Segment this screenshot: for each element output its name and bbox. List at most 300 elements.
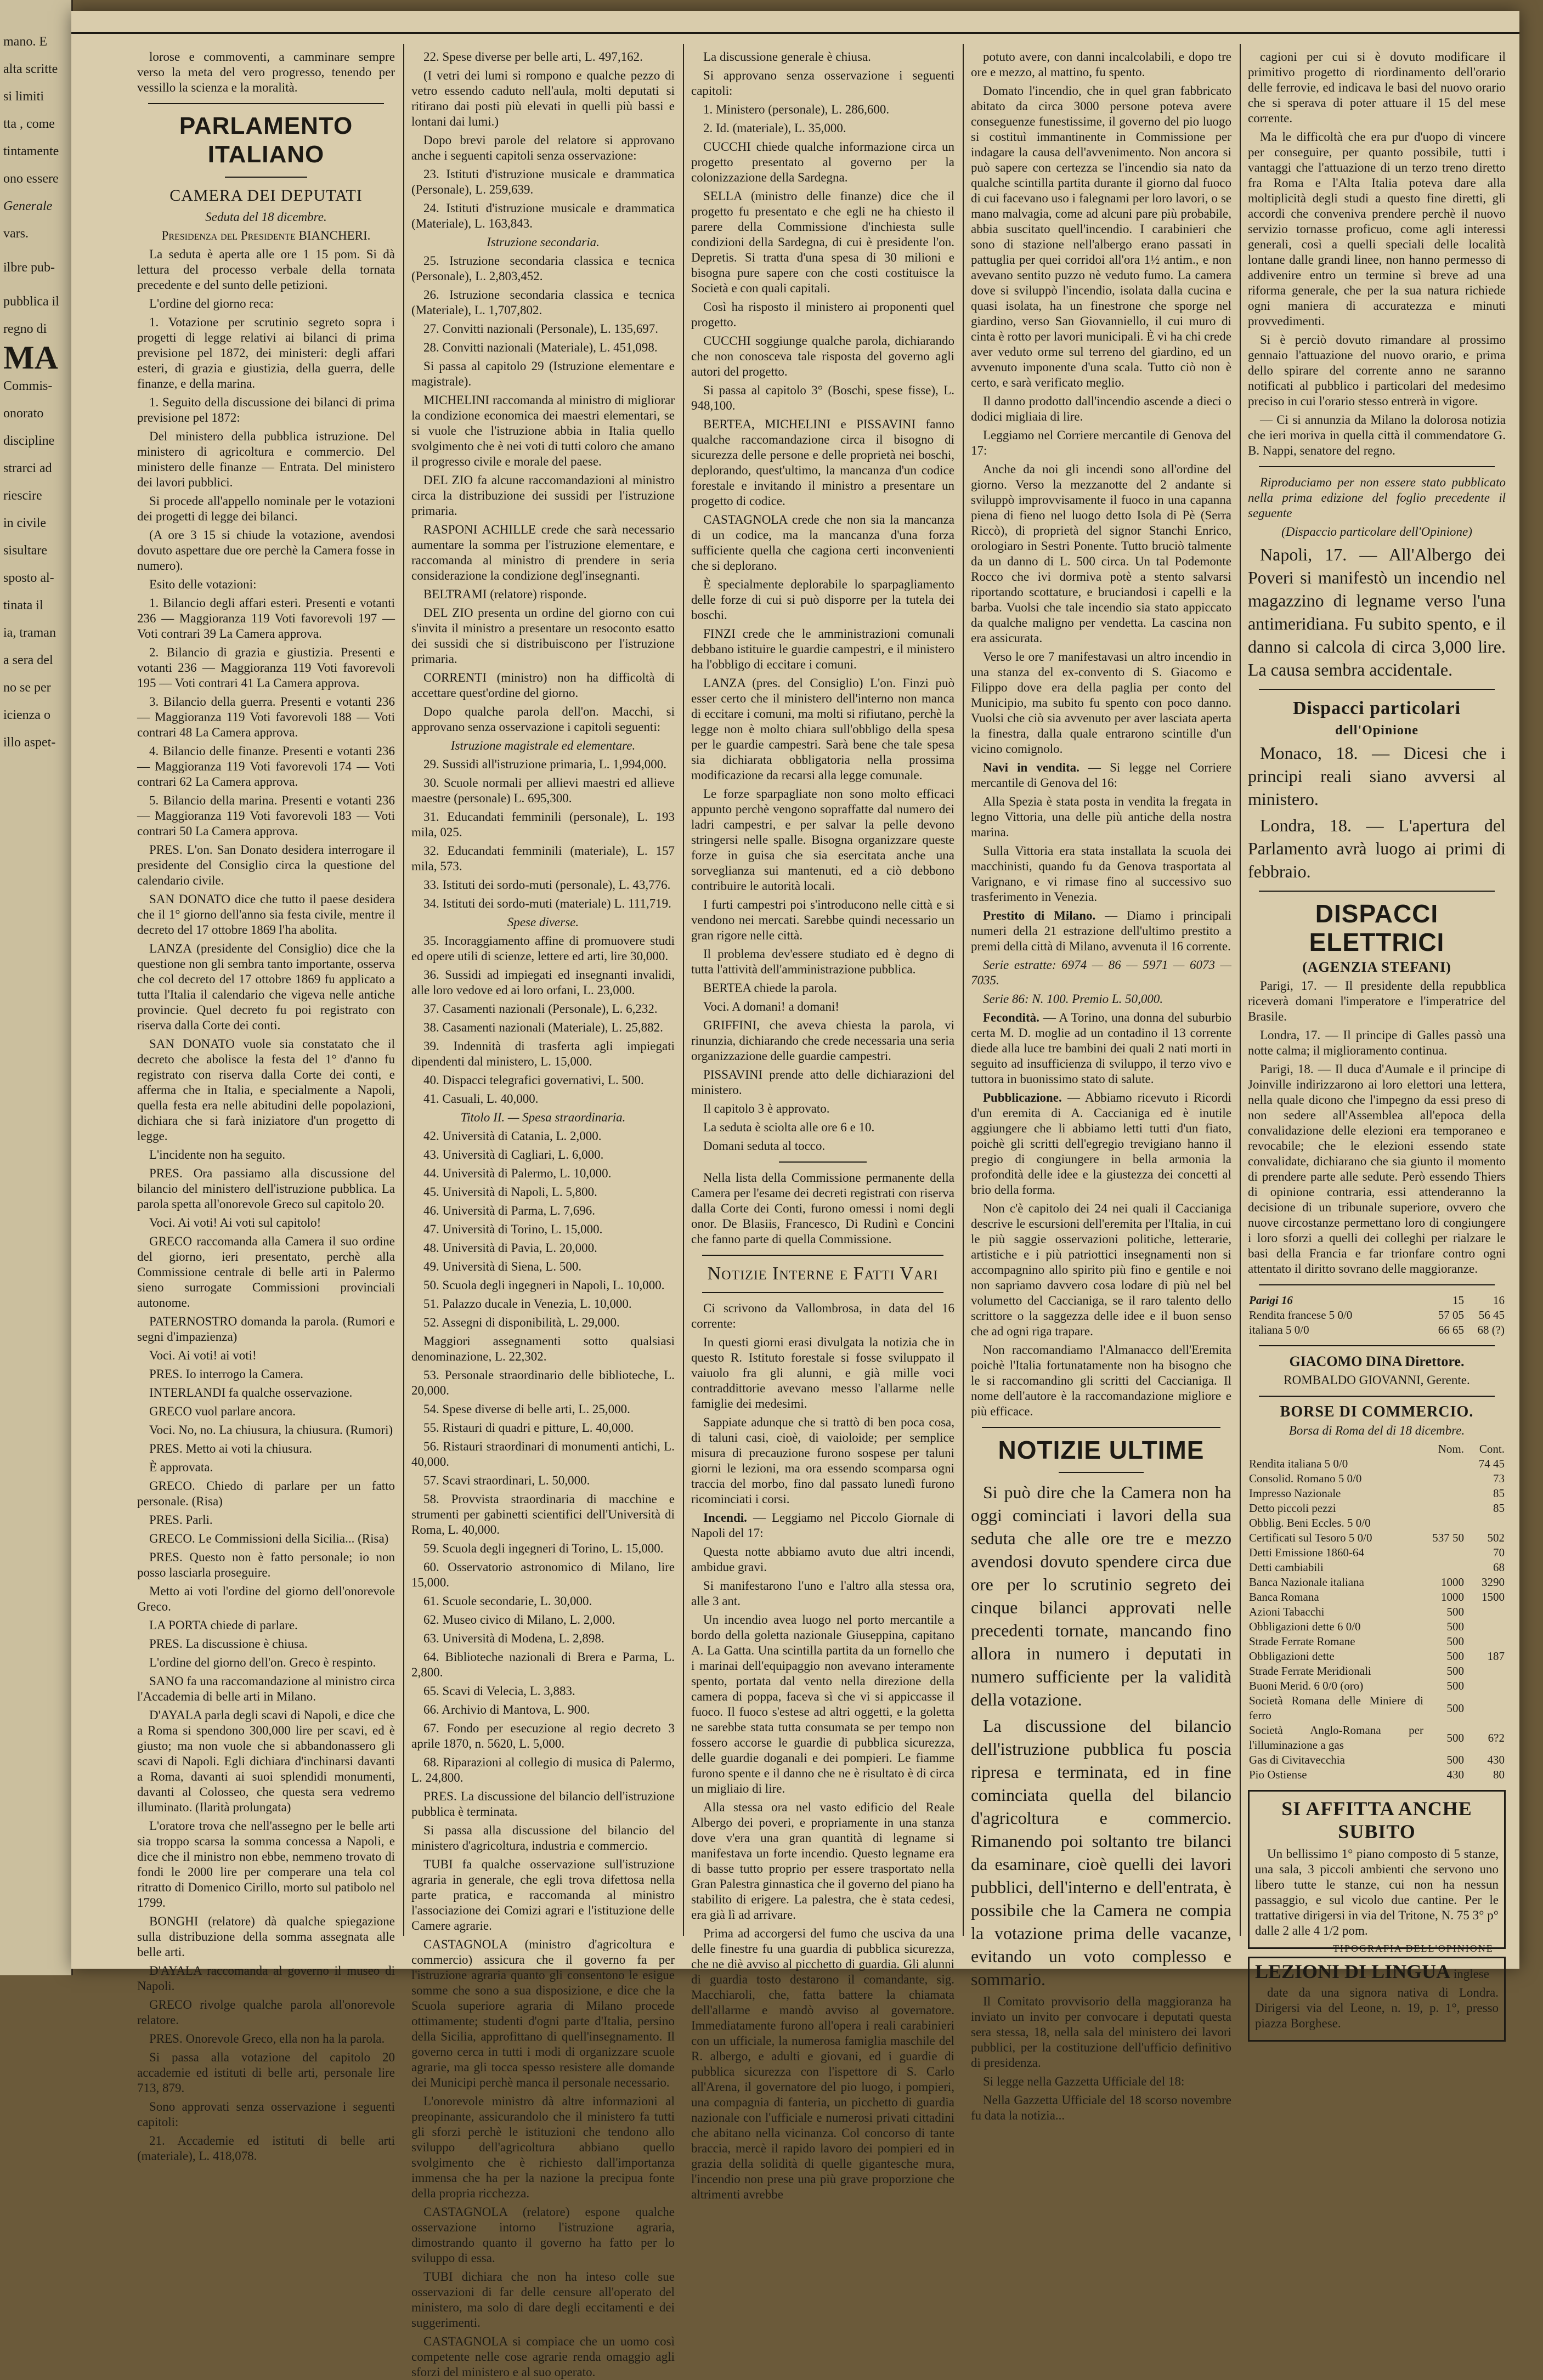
table-cell: Obbligazioni dette 6 0/0 [1249,1620,1361,1633]
paragraph: Si passa alla discussione del bilancio del ministero d'agricoltura, industria e commercio. [411,1823,675,1852]
gerente-name: ROMBALDO GIOVANNI, Gerente. [1284,1373,1470,1387]
paragraph: Metto ai voti l'ordine del giorno dell'onorevole Greco. [137,1584,395,1613]
budget-item: 40. Dispacci telegrafici governativi, L. 500. [423,1073,644,1087]
budget-item: 48. Università di Pavia, L. 20,000. [423,1241,597,1255]
paragraph: Il danno prodotto dall'incendio ascende a dieci o dodici migliaia di lire. [971,394,1231,423]
prev-line: strarci ad [3,461,52,475]
section-subhead: Istruzione secondaria. [487,235,600,249]
prev-line: tinata il [3,598,43,613]
paragraph: INTERLANDI fa qualche osservazione. [149,1386,353,1399]
table-cell: Obblig. Beni Eccles. 5 0/0 [1249,1516,1371,1529]
column-rule [1240,44,1241,1936]
paragraph: PRES. Questo non è fatto personale; io non posso lasciarla proseguire. [137,1550,395,1579]
prev-line: pubblica il [3,294,59,309]
paragraph: Londra, 17. — Il principe di Galles passò una notte calma; il miglioramento continua. [1248,1028,1506,1057]
paragraph: PRES. Io interrogo la Camera. [149,1367,304,1381]
table-cell [1465,1619,1506,1634]
prev-line: ia, traman [3,626,56,640]
paragraph: (A ore 3 15 si chiude la votazione, avendosi dovuto aspettare due ore perchè la Camera fosse in numero). [137,528,395,573]
prev-line: sposto al- [3,571,54,585]
table-cell: Banca Nazionale italiana [1249,1576,1364,1589]
paragraph: Leggiamo nel Corriere mercantile di Genova del 17: [971,428,1231,457]
budget-item: 58. Provvista straordinaria di macchine e strumenti per gabinetti scientifici dell'Università di Roma, L. 40,000. [411,1492,675,1537]
section-subhead: Titolo II. — Spesa straordinaria. [460,1110,626,1124]
prev-line: onorato [3,406,44,421]
paragraph: Si passa alla votazione del capitolo 20 accademie ed istituti di belle arti, personale lire 713, 879. [137,2050,395,2095]
table-cell: 187 [1487,1650,1505,1663]
table-cell: 1000 [1441,1576,1464,1589]
paragraph: DEL ZIO presenta un ordine del giorno con cui s'invita il ministro a presentare un resoconto esatto dei sussidi che si distribuiscono per l'istruzione primaria. [411,606,675,666]
paragraph: Così ha risposto il ministero ai proponenti quel progetto. [691,300,954,329]
column-rule [683,44,684,1936]
paragraph: Ci scrivono da Vallombrosa, in data del 16 corrente: [691,1301,954,1330]
lead-word: Pubblicazione. [983,1091,1062,1104]
paragraph: PRES. La discussione è chiusa. [149,1637,308,1651]
ad-text: date da una signora nativa di Londra. Dirigersi via del Leone, n. 19, p. 1°, presso piazza Borghese. [1255,1986,1499,2030]
paragraph: La seduta è sciolta alle ore 6 e 10. [703,1120,875,1134]
budget-item: 26. Istruzione secondaria classica e tecnica (Materiale), L. 1,707,802. [411,288,675,317]
budget-item: 67. Fondo per esecuzione al regio decreto 3 aprile 1870, n. 5620, L. 5,000. [411,1721,675,1750]
section-banner-sub: (AGENZIA STEFANI) [1302,959,1451,975]
prev-line: vars. [3,226,29,241]
table-cell: 500 [1446,1701,1464,1715]
paragraph: 21. Accademie ed istituti di belle arti (materiale), L. 418,078. [137,2134,395,2163]
paragraph: Si legge nella Gazzetta Ufficiale del 18: [983,2075,1185,2088]
budget-item: 34. Istituti dei sordo-muti (materiale) L. 111,719. [423,897,671,910]
table-row [1248,1323,1506,1338]
table-cell: 73 [1493,1472,1505,1485]
paragraph: cagioni per cui si è dovuto modificare il primitivo progetto di riordinamento dell'orario delle ferrovie, ed indicava le basi del nuovo orario che si sperava di poter attuare il 15 del mese corrente. [1248,50,1506,125]
budget-item: 62. Museo civico di Milano, L. 2,000. [423,1613,615,1627]
paragraph: Alla Spezia è stata posta in vendita la fregata in legno Vittoria, una delle più antiche della nostra marina. [971,795,1231,839]
budget-item: 53. Personale straordinario delle biblioteche, L. 20,000. [411,1368,675,1397]
section-subhead: Spese diverse. [507,915,579,929]
budget-item: 35. Incoraggiamento affine di promuovere studi ed opere utili di scienze, lettere ed arti, lire 30,000. [411,934,675,963]
prev-line: alta scritte [3,62,58,76]
paragraph: 1. Ministero (personale), L. 286,600. [703,103,890,116]
advertisement-lezioni [1248,1957,1506,2042]
paragraph: L'onorevole ministro dà altre informazioni al preopinante, assicurandolo che il ministero fa tutti gli sforzi perchè le istituzioni che tendono allo sviluppo dell'agricoltura abbiano quello svolgimento che è richiesto dall'importanza immensa che ha per la nazione la precipua fonte della propria ricchezza. [411,2094,675,2200]
paragraph: 1. Votazione per scrutinio segreto sopra i progetti di legge relativi ai bilanci di prima previsione pel 1872, dei ministeri: degli affari esteri, di grazia e giustizia, della guerra, delle finanze, e della marina. [137,315,395,390]
paragraph: SELLA (ministro delle finanze) dice che il progetto fu presentato e che egli ne ha chiesto il parere della Commissione d'inchiesta sulle condizioni della Sardegna, di cui è presidente l'on. Depretis. Si tratta d'una spesa di 30 milioni e bisogna pure sapere con che costi costituisce la Società e con quali capitali. [691,189,954,295]
paragraph: PATERNOSTRO domanda la parola. (Rumori e segni d'impazienza) [137,1314,395,1344]
budget-item: 43. Università di Cagliari, L. 6,000. [423,1148,604,1161]
table-cell: Impresso Nazionale [1249,1487,1341,1500]
paragraph: CASTAGNOLA (ministro d'agricoltura e commercio) assicura che il governo fa per l'istruzione agraria quanto gli consentono le esigue somme che sono a sua disposizione, e dice che la Scuola superiore agraria di Milano procede ottimamente; studenti d'ogni parte d'Italia, persino della Sicilia, approfittano di quell'insegnamento. Il governo cerca in tutti i modi di organizzare scuole agrarie, ma gli tocca spesso resistere alle domande dei Municipi perchè manca il personale necessario. [411,1937,675,2089]
paragraph: PISSAVINI prende atto delle dichiarazioni del ministero. [691,1068,954,1097]
paragraph: LANZA (pres. del Consiglio) L'on. Finzi può esser certo che il ministero dell'interno non manca di eccitare i comuni, ma molti si rifiutano, perchè la legge non è molto chiara sull'obbligo della spesa per le guardie campestri. Sarà bene che tale spesa sia dichiarata obbligatoria nella prossima modificazione da recarsi alla legge comunale. [691,676,954,782]
table-cell: 6?2 [1488,1731,1505,1744]
table-cell: 430 [1487,1753,1505,1766]
table-cell [1425,1457,1465,1471]
table-row [1248,1590,1506,1605]
lead-word: Prestito di Milano. [983,909,1096,922]
divider [702,1292,943,1293]
paragraph: 2. Id. (materiale), L. 35,000. [703,121,846,135]
table-row [1248,1471,1506,1486]
paragraph: PRES. L'on. San Donato desidera interrogare il presidente del Consiglio circa la questione del calendario civile. [137,843,395,887]
budget-item: 61. Scuole secondarie, L. 30,000. [423,1594,592,1608]
paragraph: Sappiate adunque che si trattò di ben poca cosa, di taluni casi, cioè, di vaioloide; per semplice misura di precauzione furono sospese per taluni giorni le lezioni, ma ora essendo scomparsa ogni traccia del morbo, fino dal passato lunedì furono ricominciati i corsi. [691,1415,954,1506]
paragraph: GRECO rivolge qualche parola all'onorevole relatore. [137,1998,395,2027]
budget-item: 41. Casuali, L. 40,000. [423,1092,539,1106]
budget-item: 56. Ristauri straordinari di monumenti antichi, L. 40,000. [411,1440,675,1469]
prev-line: ilbre pub- [3,260,55,275]
budget-item: 30. Scuole normali per allievi maestri ed allieve maestre (personale) L. 695,300. [411,776,675,805]
table-row [1248,1545,1506,1560]
paragraph: BELTRAMI (relatore) risponde. [423,587,587,601]
table-cell: 68 (?) [1477,1323,1505,1336]
chamber-heading: CAMERA DEI DEPUTATI [169,186,363,205]
paragraph: Anche da noi gli incendi sono all'ordine del giorno. Verso la mezzanotte del 2 andante si sviluppò improvvisamente il fuoco in una capanna piena di fieno nel luogo detto Isola di Pè (Serra Riccò), di proprietà del signor Stanchi Enrico, orologiaro in Sestri Ponente. Tutto bruciò talmente da un danno di L. 500 circa. Un tal Podemonte Rocco che ivi dormiva potè a stento salvarsi riportando scottature, e bruciandosi i capelli e la barba. Vuolsi che tale incendio sia stato appiccato da qualche maligno per vendetta. La cascina non era assicurata. [971,462,1231,645]
budget-item: 47. Università di Torino, L. 15,000. [423,1222,603,1236]
prev-line: a sera del [3,653,53,667]
paragraph: Del ministero della pubblica istruzione. Del ministero di agricoltura e commercio. Del ministero delle finanze — Entrata. Del ministero dei lavori pubblici. [137,429,395,489]
table-cell: 537 50 [1432,1531,1464,1544]
budget-item: 60. Osservatorio astronomico di Milano, lire 15,000. [411,1560,675,1589]
table-cell: 85 [1493,1501,1505,1515]
prev-heading: MA [3,339,58,376]
paragraph: PRES. Parli. [149,1513,213,1527]
table-cell [1465,1664,1506,1679]
paragraph: Parigi, 17. — Il presidente della repubblica riceverà domani l'imperatore e l'imperatrice del Brasile. [1248,979,1506,1023]
paragraph: Napoli, 17. — All'Albergo dei Poveri si manifestò un incendio nel magazzino di legname verso l'una antimeridiana. Fu subito spento, e il danno si calcola di circa 3,000 lire. La causa sembra accidentale. [1248,545,1506,679]
paragraph: Verso le ore 7 manifestavasi un altro incendio in una stanza del ex-convento di S. Giacomo e Filippo dove era della paglia per conto del Municipio, ma subito fu spento con poco danno. Vuolsi che ciò sia avvenuto per aver lasciata aperta la finestra, dalla quale entrarono scintille d'un vicino comignolo. [971,650,1231,756]
table-cell: 1000 [1441,1590,1464,1603]
prev-line: in civile [3,516,46,530]
table-cell: 57 05 [1438,1308,1464,1322]
table-cell: 68 [1493,1561,1505,1574]
divider [148,103,384,104]
lead-word: Fecondità. [983,1011,1039,1024]
prev-line: tintamente [3,144,59,158]
budget-item: 59. Scuola degli ingegneri di Torino, L. 15,000. [423,1542,664,1555]
paragraph: L'incidente non ha seguito. [149,1148,286,1161]
table-row [1248,1308,1506,1323]
paragraph: GRECO vuol parlare ancora. [149,1404,296,1418]
paragraph: Un incendio avea luogo nel porto mercantile a bordo della goletta nazionale Giuseppina, capitano A. La Gatta. Una scintilla partita da un fornello che i marinai dell'equipaggio non avevano interamente spento, portata dal vento nella direzione della camera di poppa, faceva sì che vi si appiccasse il fuoco. Il fuoco s'estese ad altri oggetti, e la goletta ne sarebbe stata tutta consumata se per tempo non fossero accorse le guardie di pubblica sicurezza, delle guardie doganali e dei pompieri. Le fiamme furono spente e il danno che ne è risultato è di circa un migliaio di lire. [691,1613,954,1795]
table-cell: 500 [1446,1605,1464,1618]
table-cell: 500 [1446,1650,1464,1663]
table-cell: 16 [1493,1294,1505,1307]
budget-item: 52. Assegni di disponibilità, L. 29,000. [423,1316,620,1329]
table-row [1248,1767,1506,1782]
table-row [1248,1679,1506,1693]
divider [982,1427,1220,1428]
table-row [1248,1442,1506,1457]
table-cell [1425,1471,1465,1486]
table-cell: Obbligazioni dette [1249,1650,1335,1663]
paragraph: Monaco, 18. — Dicesi che i principi reali siano avversi al ministero. [1248,743,1506,809]
paragraph: Si manifestarono l'uno e l'altro alla stessa ora, alle 3 ant. [691,1579,954,1608]
table-cell: Pio Ostiense [1249,1768,1307,1781]
table-cell: 500 [1446,1620,1464,1633]
table-row [1248,1486,1506,1501]
paragraph: Serie 86: N. 100. Premio L. 50,000. [983,992,1163,1006]
paragraph: I furti campestri poi s'introducono nelle città e si vendono nei mercati. Sarebbe quindi necessario un gran rigore nelle città. [691,898,954,942]
budget-item: 57. Scavi straordinari, L. 50,000. [423,1474,590,1487]
table-cell: italiana 5 0/0 [1249,1323,1309,1336]
paragraph: BONGHI (relatore) dà qualche spiegazione sulla distribuzione della somma assegnata alle belle arti. [137,1914,395,1959]
budget-item: 51. Palazzo ducale in Venezia, L. 10,000. [423,1297,632,1311]
paragraph: LA PORTA chiede di parlare. [149,1618,298,1632]
prev-line: ono essere [3,172,59,186]
prev-line: no se per [3,681,51,695]
paragraph: Parigi, 18. — Il duca d'Aumale e il principe di Joinville indirizzarono ai loro elettori una lettera, nella quale dicono che l'impegno da essi preso di non sedere all'Assemblea all'epoca della convalidazione delle elezioni era temporaneo e revocabile; che le elezioni essendo state convalidate, dichiarano che sia giunto il momento di prendere parte alle sedute. Però essendo Thiers di opinione contraria, essi attenderanno la decisione di un tribunale superiore, ovvero che nuove circostanze permettano loro di congiungere i loro sforzi a quelli dei colleghi per rialzare le basi della Francia e far trionfare contro ogni attentato il diritto sovrano delle maggioranze. [1248,1062,1506,1276]
budget-item: 39. Indennità di trasferta agli impiegati dipendenti dal ministero, L. 15,000. [411,1039,675,1068]
prev-line: riescire [3,489,42,503]
paragraph: Ma le difficoltà che era pur d'uopo di vincere per conseguire, per quanto possibile, tutti i vantaggi che l'attuazione di un terzo treno diretto fra Roma e l'Alta Italia poteva dare alla moltiplicità degli studi a questo fine diretti, gli accordi che conveniva prendere perchè il nuovo servizio tornasse proficuo, come agli interessi generali, così a quelli speciali delle località lontane dalle grandi linee, non hanno permesso di addivenire entro un termine sì breve ad una riforma generale, che per la sua natura richiede ogni maniera di accuratezza e minuti provvedimenti. [1248,130,1506,328]
lead-text: — Diamo i principali numeri della 21 estrazione dell'ultimo prestito a premi della città di Milano, avvenuta il 16 corrente. [971,909,1231,953]
paragraph: La discussione del bilancio dell'istruzione pubblica fu poscia ripresa e terminata, ed in fine cominciata quella del bilancio d'agricoltura e commercio. Rimanendo poi soltanto tre bilanci da esaminare, cioè quelli dei lavori pubblici, dell'interno e dell'entrata, è possibile che la Camera ne compia la votazione prima delle vacanze, evitando un voto complesso e sommario. [971,1716,1231,1989]
paragraph: La discussione generale è chiusa. [703,50,871,64]
top-rule [71,32,1519,34]
table-cell: 500 [1446,1753,1464,1766]
table-row [1248,1649,1506,1664]
budget-item: 33. Istituti dei sordo-muti (personale), L. 43,776. [423,878,671,892]
table-row [1248,1560,1506,1575]
prev-line: discipline [3,434,55,448]
paragraph: Le forze sparpagliate non sono molto efficaci appunto perchè vengono sopraffatte dal numero dei ladri campestri, e per salvar la pelle devono stringersi nelle spalle. Bisogna organizzare queste forze in guisa che sia esercitata anche una sorveglianza sui mantenuti, ed a ciò debbono contribuire le autorità locali. [691,787,954,893]
table-cell [1465,1605,1506,1619]
table-row [1248,1723,1506,1753]
lead-text: — A Torino, una donna del suburbio certa M. D. moglie ad un contadino il 13 corrente diede alla luce tre bambini dei quali 2 nati morti in seguito ad insufficienza di sviluppo, il terzo vivo e tuttora in buonissimo stato di salute. [971,1011,1231,1086]
table-cell: 1500 [1482,1590,1505,1603]
dispatch-label: (Dispaccio particolare dell'Opinione) [1281,525,1472,539]
section-subhead: Istruzione magistrale ed elementare. [450,739,636,752]
paragraph: TUBI dichiara che non ha inteso colle sue osservazioni di far delle censure all'operato del ministero, ma solo di dare degli eccitamenti e dei suggerimenti. [411,2270,675,2330]
paragraph [971,1090,1231,1198]
paragraph: SAN DONATO dice che tutto il paese desidera che il 1° giorno dell'anno sia festa civile, mentre il decreto del 17 ottobre 1869 l'ha abolita. [137,892,395,937]
borse-title: BORSE DI COMMERCIO. [1280,1403,1474,1420]
paragraph [971,760,1231,791]
paragraph: CORRENTI (ministro) non ha difficoltà di accettare quest'ordine del giorno. [411,671,675,700]
paragraph: La seduta è aperta alle ore 1 15 pom. Si dà lettura del processo verbale della tornata precedente e del sunto delle petizioni. [137,247,395,292]
table-cell: Strade Ferrate Meridionali [1249,1664,1371,1678]
budget-item: 65. Scavi di Velecia, L. 3,883. [423,1684,575,1698]
paragraph: lorose e commoventi, a camminare sempre verso la meta del vero progresso, tenendo per vessillo la scienza e la moralità. [137,50,395,94]
column-1 [137,49,395,2163]
paragraph: Nella lista della Commissione permanente della Camera per l'esame dei decreti registrati con riserva dalla Corte dei Conti, furono omessi i nomi degli onor. De Blasiis, Francesco, Di Rudinì e Concini che fanno parte di quella Commissione. [691,1171,954,1246]
budget-item: 23. Istituti d'istruzione musicale e drammatica (Personale), L. 259,639. [411,167,675,196]
budget-item: 49. Università di Siena, L. 500. [423,1260,582,1273]
column-3 [691,49,954,2201]
paragraph: Domani seduta al tocco. [703,1139,826,1153]
table-cell [1248,1442,1425,1457]
ad-subtitle: inglese [1453,1967,1489,1981]
divider [779,1161,867,1163]
table-cell [1425,1545,1465,1560]
paragraph: PRES. Metto ai voti la chiusura. [149,1442,313,1455]
paragraph: potuto avere, con danni incalcolabili, e dopo tre ore e mezzo, al mattino, fu spento. [971,50,1231,79]
paragraph: È specialmente deplorabile lo sparpagliamento delle forze di cui si può disporre per la tutela dei boschi. [691,577,954,622]
previous-page-edge [0,0,73,1975]
paragraph: Questa notte abbiamo avuto due altri incendi, ambidue gravi. [691,1545,954,1574]
paragraph: Serie estratte: 6974 — 86 — 5971 — 6073 — 7035. [971,958,1231,987]
table-cell: 500 [1446,1679,1464,1692]
prev-line: regno di [3,322,47,336]
paragraph: GRECO. Chiedo di parlare per un fatto personale. (Risa) [137,1479,395,1508]
table-cell: Strade Ferrate Romane [1249,1635,1355,1648]
table-cell: Cont. [1479,1442,1505,1455]
table-cell: 502 [1487,1531,1505,1544]
table-row [1248,1531,1506,1545]
paragraph: Si è perciò dovuto rimandare al prossimo gennaio l'attuazione del nuovo orario, e prima dello spirare del corrente anno ne saranno notificati al pubblico i particolari del medesimo preciso in cui l'orario stesso entrerà in vigore. [1248,333,1506,408]
table-row [1248,1516,1506,1531]
budget-item: 38. Casamenti nazionali (Materiale), L. 25,882. [423,1021,663,1034]
paragraph: Nella Gazzetta Ufficiale del 18 scorso novembre fu data la notizia... [971,2093,1231,2122]
budget-item: 66. Archivio di Mantova, L. 900. [423,1703,590,1716]
budget-item: 22. Spese diverse per belle arti, L. 497,162. [423,50,643,64]
section-banner-dispacci-elettrici: DISPACCI ELETTRICI [1309,899,1445,956]
budget-item: Maggiori assegnamenti sotto qualsiasi denominazione, L. 22,302. [411,1334,675,1363]
paragraph: TUBI fa qualche osservazione sull'istruzione agraria in generale, che egli trova difettosa nella parte pratica, e raccomanda al ministro l'associazione dei Comizi agrari e l'istituzione delle Camere agrarie. [411,1857,675,1933]
budget-item: (I vetri dei lumi si rompono e qualche pezzo di vetro essendo caduto nell'aula, molti deputati si ritirano dai posti più elevati in quelli più bassi e lontani dai lumi.) [411,69,675,128]
paragraph [971,908,1231,954]
budget-item: 44. Università di Palermo, L. 10,000. [423,1166,612,1180]
table-cell: Società Anglo-Romana per l'illuminazione a gas [1249,1724,1423,1752]
table-cell: Buoni Merid. 6 0/0 (oro) [1249,1679,1364,1692]
table-cell: Banca Romana [1249,1590,1319,1603]
paragraph: RASPONI ACHILLE crede che sarà necessario aumentare la somma per l'istruzione elementare, e raccomanda al ministro di prendere in seria considerazione la condizione degl'insegnanti. [411,523,675,582]
budget-item: 68. Riparazioni al collegio di musica di Palermo, L. 24,800. [411,1755,675,1784]
table-cell: 430 [1446,1768,1464,1781]
lead-text: — Si legge nel Corriere mercantile di Genova del 16: [971,761,1231,790]
budget-item: 54. Spese diverse di belle arti, L. 25,000. [423,1402,630,1416]
table-row [1248,1619,1506,1634]
paragraph: L'ordine del giorno dell'on. Greco è respinto. [149,1656,376,1669]
paragraph: SANO fa una raccomandazione al ministro circa l'Accademia di belle arti in Milano. [137,1674,395,1703]
divider [1259,466,1495,467]
paragraph: L'ordine del giorno reca: [149,297,274,310]
table-cell: Nom. [1438,1442,1464,1455]
paragraph [971,1010,1231,1087]
director-name: GIACOMO DINA Direttore. [1289,1353,1465,1369]
table-cell: 3290 [1482,1576,1505,1589]
budget-item: 37. Casamenti nazionali (Personale), L. 6,232. [423,1002,658,1016]
divider [1259,1345,1495,1346]
paragraph: Il Comitato provvisorio della maggioranza ha inviato un invito per convocare i deputati questa sera stessa, 18, nella sala del ministero dei lavori pubblici, per la costituzione dell'ufficio definitivo di presidenza. [971,1994,1231,2070]
paragraph: LANZA (presidente del Consiglio) dice che la questione non gli sembra tanto importante, osserva che col decreto del 17 ottobre 1869 fu applicato a tutta l'Italia il calendario che vigeva nelle antiche provincie. Quel decreto fu poi registrato con riserva dalla Corte dei conti. [137,942,395,1032]
prev-line: mano. E [3,35,47,49]
paragraph: Si procede all'appello nominale per le votazioni dei progetti di legge dei bilanci. [137,494,395,523]
prev-line: si limiti [3,89,44,104]
budget-item: 36. Sussidi ad impiegati ed insegnanti invalidi, alle loro vedove ed ai loro orfani, L. 23,000. [411,968,675,997]
paragraph: GRIFFINI, che aveva chiesta la parola, vi rinunzia, dichiarando che crede necessaria una seria organizzazione delle guardie campestri. [691,1018,954,1063]
table-row [1248,1753,1506,1767]
table-cell [1425,1501,1465,1516]
budget-item: 28. Convitti nazionali (Materiale), L. 451,098. [423,341,658,354]
paragraph: GRECO raccomanda alla Camera il suo ordine del giorno, ieri presentato, perchè alla Commissione centrale di belle arti in Palermo sieno surrogate Commissioni provinciali autonome. [137,1234,395,1310]
vote-result: 3. Bilancio della guerra. Presenti e votanti 236 — Maggioranza 119 Voti favorevoli 188 — Voti contrari 48 La Camera approva. [137,695,395,739]
paragraph: È approvata. [149,1460,213,1474]
paragraph [691,1510,954,1541]
table-cell [1425,1560,1465,1575]
paragraph: Si può dire che la Camera non ha oggi cominciati i lavori della sua seduta che alle ore tre e mezzo avendosi dovuto spendere circa due ore per lo scrutinio segreto dei cinque bilanci approvati nelle precedenti tornate, mancando fino allora in numero i deputati in numero sufficiente per la validità della votazione. [971,1482,1231,1709]
paragraph: PRES. Ora passiamo alla discussione del bilancio del ministero dell'istruzione pubblica. La parola spetta all'onorevole Greco sul capitolo 20. [137,1166,395,1211]
ad-title: LEZIONI DI LINGUA [1255,1960,1451,1982]
table-cell: 80 [1493,1768,1505,1781]
paragraph: Voci. A domani! a domani! [703,1000,840,1013]
budget-item: Dopo brevi parole del relatore si approvano anche i seguenti capitoli senza osservazione: [411,133,675,162]
paragraph: 1. Seguito della discussione dei bilanci di prima previsione pel 1872: [137,395,395,424]
table-row [1248,1605,1506,1619]
paragraph: GRECO. Le Commissioni della Sicilia... (Risa) [149,1532,389,1545]
table-cell: 85 [1493,1487,1505,1500]
budget-item: 63. Università di Modena, L. 2,898. [423,1631,604,1645]
paragraph: Londra, 18. — L'apertura del Parlamento avrà luogo ai primi di febbraio. [1248,815,1506,881]
table-cell: 56 45 [1478,1308,1505,1322]
paragraph: PRES. Onorevole Greco, ella non ha la parola. [149,2032,385,2045]
budget-item: 29. Sussidi all'istruzione primaria, L. 1,994,000. [423,757,667,771]
budget-item: 64. Biblioteche nazionali di Brera e Parma, L. 2,800. [411,1650,675,1679]
table-row [1248,1664,1506,1679]
prev-line: sisultare [3,543,47,558]
table-cell [1465,1634,1506,1649]
section-banner-notizie-ultime: NOTIZIE ULTIME [998,1436,1205,1464]
table-cell [1465,1679,1506,1693]
prev-line: Generale [3,199,53,213]
table-cell: Consolid. Romano 5 0/0 [1249,1472,1362,1485]
budget-item: 45. Università di Napoli, L. 5,800. [423,1185,597,1199]
prev-line: Commis- [3,379,53,393]
ad-text: Un bellissimo 1° piano composto di 5 stanze, una sala, 3 piccoli ambienti che servono uno libero tutte le stanze, cui non ha nessun passaggio, e sul vicolo due cantine. Per le trattative dirigersi in via del Tritone, N. 75 3° p° dalle 2 alle 4 1/2 pom. [1255,1847,1499,1937]
budget-item: 27. Convitti nazionali (Personale), L. 135,697. [423,322,658,336]
vote-result: 4. Bilancio delle finanze. Presenti e votanti 236 — Maggioranza 119 Voti favorevoli 174 — Voti contrari 62 La Camera approva. [137,744,395,789]
table-cell [1425,1516,1465,1531]
divider [1059,1472,1144,1473]
paragraph: L'oratore trova che nell'assegno per le belle arti sia troppo scarsa la somma concessa a Napoli, e dice che il ministro non ebbe, nemmeno trovato di fondi le 2000 lire per comperare una tela col ritratto di Domenico Cirillo, morto sul patibolo nel 1799. [137,1819,395,1909]
ad-title: SI AFFITTA ANCHE SUBITO [1281,1798,1472,1843]
table-row [1248,1693,1506,1723]
paragraph: Sulla Vittoria era stata installata la scuola dei macchinisti, quando fu da Genova trasportata al Varignano, e vi rimase fino al successivo suo trasferimento in Venezia. [971,844,1231,904]
paragraph: Esito delle votazioni: [149,577,257,591]
paragraph: SAN DONATO vuole sia constatato che il decreto che abolisce la festa del 1° d'anno fu registrato con riserva dalla Corte dei conti, e afferma che in Italia, e specialmente a Napoli, quella festa era nelle abitudini delle popolazioni, dichiara che si farà iniziatore d'un progetto di legge. [137,1037,395,1143]
vote-result: 5. Bilancio della marina. Presenti e votanti 236 — Maggioranza 119 Voti favorevoli 183 — Voti contrari 50 La Camera approva. [137,794,395,838]
paragraph: D'AYALA parla degli scavi di Napoli, e dice che a Roma si spendono 300,000 lire per scavi, ed è giusto; ma non vuole che si abbandonassero gli scavi di Napoli. Egli dichiara d'inchinarsi davanti a Roma, davanti ai suoi splendidi monumenti, davanti al Colosseo, che questa sera vedremo illuminato. (Ilarità prolungata) [137,1708,395,1814]
borse-table [1248,1442,1506,1782]
budget-item: Si passa al capitolo 29 (Istruzione elementare e magistrale). [411,359,675,388]
paragraph: CASTAGNOLA (relatore) espone qualche osservazione intorno l'istruzione agraria, dimostrando quanto il governo ha fatto per lo sviluppo di essa. [411,2205,675,2265]
newspaper-page [71,11,1519,2379]
paragraph: BERTEA, MICHELINI e PISSAVINI fanno qualche raccomandazione circa il bisogno di sicurezza delle persone e delle proprietà nei boschi, deplorando, quest'ultimo, la mancanza d'un codice forestale e invitando il ministro a presentare un progetto di codice. [691,417,954,508]
borse-subtitle: Borsa di Roma del di 18 dicembre. [1288,1424,1465,1437]
divider [1259,689,1495,690]
paragraph: BERTEA chiede la parola. [703,981,837,995]
budget-item: 46. Università di Parma, L. 7,696. [423,1204,596,1217]
table-row [1248,1293,1506,1308]
lead-text: — Leggiamo nel Piccolo Giornale di Napoli del 17: [691,1511,954,1540]
divider [225,177,307,178]
paragraph: Voci. No, no. La chiusura, la chiusura. (Rumori) [149,1423,393,1437]
paris-rates-table [1248,1293,1506,1338]
table-row [1248,1501,1506,1516]
presidency: Presidenza del Presidente BIANCHERI. [161,229,371,242]
lead-word: Navi in vendita. [983,761,1079,774]
vote-result: 2. Bilancio di grazia e giustizia. Presenti e votanti 236 — Maggioranza 119 Voti favorevoli 195 — Voti contrari 41 La Camera approva. [137,645,395,690]
table-cell: Detti Emissione 1860-64 [1249,1546,1364,1559]
paragraph: CUCCHI chiede qualche informazione circa un progetto presentato al governo per la colonizzazione della Sardegna. [691,140,954,184]
paragraph: Il capitolo 3 è approvato. [703,1102,830,1115]
budget-item: 24. Istituti d'istruzione musicale e drammatica (Materiale), L. 163,843. [411,201,675,230]
table-cell: Rendita francese 5 0/0 [1249,1308,1353,1322]
paragraph: — Ci si annunzia da Milano la dolorosa notizia che ieri moriva in quella città il commendatore G. B. Nappi, senatore del regno. [1248,413,1506,457]
paragraph: Non c'è capitolo dei 24 nei quali il Caccianiga descrive le escursioni dell'eremita per l'Italia, in cui le più saggie osservazioni politiche, letterarie, artistiche e i più patriottici insegnamenti non si accompagnino allo spirito più fino e gentile e noi non sapriamo davvero cosa lodare di più nel bel volumetto del Caccianiga, se il raro talento dello scrittore o la saggezza delle idee e il buon senso che ad ogni riga trapare. [971,1202,1231,1338]
table-cell: 74 45 [1478,1457,1505,1470]
paragraph: PRES. La discussione del bilancio dell'istruzione pubblica è terminata. [411,1789,675,1818]
lead-text: — Abbiamo ricevuto i Ricordi d'un eremita di A. Caccianiga ed è inutile aggiungere che li abbiamo letti tutti d'un fiato, poichè gli scritti dell'egregio trevigiano hanno il pregio di congiungere in bella armonia la profondità delle idee e la giustezza dei concetti al brio della forma. [971,1091,1231,1197]
paragraph: Dopo qualche parola dell'on. Macchi, si approvano senza osservazione i capitoli seguenti: [411,705,675,734]
